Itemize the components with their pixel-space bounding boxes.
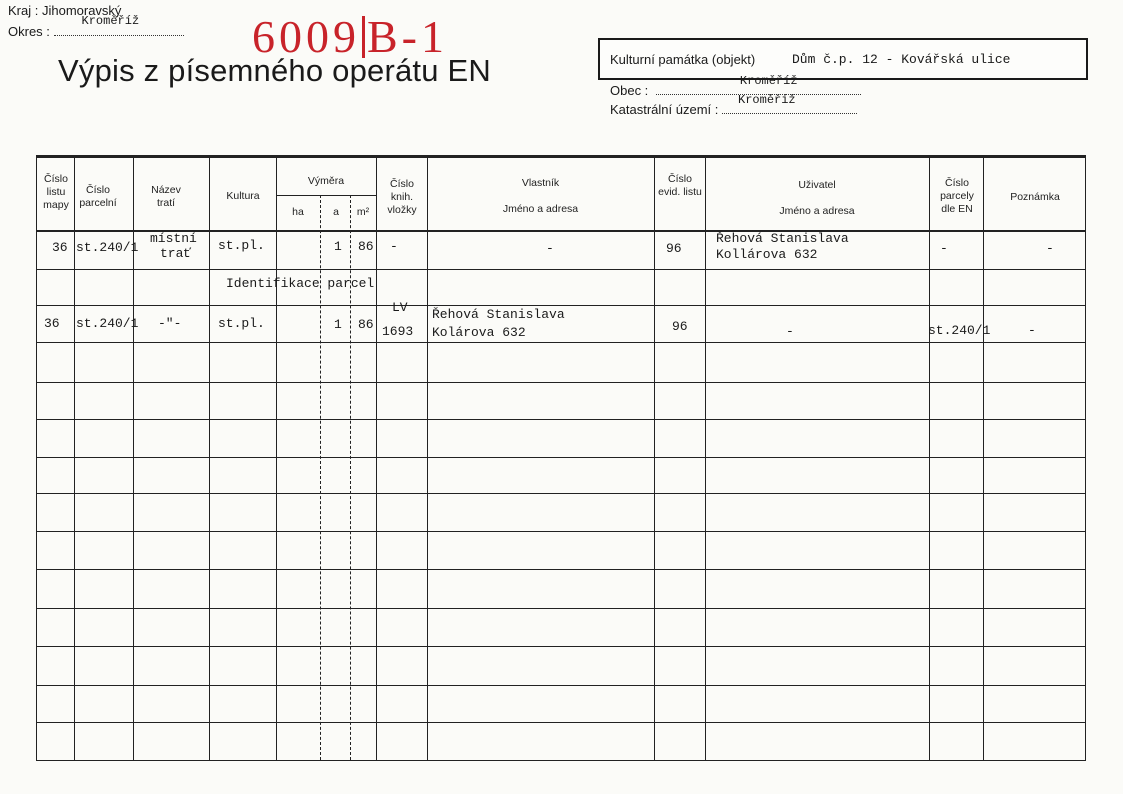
stamp-number: 6009 [252, 11, 360, 62]
row1-trat-line2: trať [160, 246, 192, 261]
row1-knih: - [390, 239, 398, 254]
row2-vlastnik-line1: Řehová Stanislava [432, 307, 565, 322]
uzivatel-subtitle: Jméno a adresa [779, 205, 855, 217]
row2-kultura: st.pl. [218, 316, 265, 331]
okres-value: Kroměříž [81, 14, 140, 28]
col-rule [929, 155, 930, 760]
col-header-vlastnik [427, 177, 654, 216]
col-rule [654, 155, 655, 760]
row2-knih-line1: LV [392, 300, 408, 315]
row2-evid: 96 [672, 319, 688, 334]
ku-value: Kroměříž [738, 93, 796, 107]
col-rule [376, 155, 377, 760]
col-header-evid-listu: Číslo evid. listu [658, 173, 702, 198]
row1-poznamka: - [1046, 241, 1054, 256]
okres-label: Okres : [8, 24, 50, 39]
col-header-poznamka: Poznámka [1010, 191, 1060, 203]
stamp-divider [362, 16, 365, 58]
col-rule [427, 155, 428, 760]
col-rule [74, 155, 75, 760]
obec-value: Kroměříž [739, 74, 798, 88]
page-title: Výpis z písemného operátu EN [58, 53, 491, 88]
vymera-rule [276, 195, 376, 196]
parcel-table [36, 155, 1086, 765]
col-header-nazev-trati: Název tratí [151, 184, 181, 209]
row1-parcela-en: - [940, 241, 948, 256]
col-rule [276, 155, 277, 760]
col-header-vymera: Výměra [307, 175, 345, 187]
col-header-parcela-en: Číslo parcely dle EN [940, 177, 974, 215]
section-label: Identifikace parcel [226, 276, 375, 291]
row2-vlastnik-line2: Kolárova 632 [432, 325, 526, 340]
row1-m2: 86 [358, 239, 374, 254]
row1-parcelni: st.240/1 [76, 240, 139, 255]
col-header-uzivatel [705, 179, 929, 218]
col-header-kultura: Kultura [226, 190, 260, 202]
row2-poznamka: - [1028, 323, 1036, 338]
row1-uzivatel-line2: Kollárova 632 [716, 247, 818, 262]
row2-list-mapy: 36 [44, 316, 60, 331]
obec-line [610, 74, 861, 98]
row1-vlastnik: - [546, 241, 554, 256]
row1-uzivatel-line1: Řehová Stanislava [716, 231, 849, 246]
vlastnik-subtitle: Jméno a adresa [502, 203, 579, 215]
row1-trat-line1: místní [150, 231, 197, 246]
col-rule [209, 155, 210, 760]
col-header-a: a [333, 206, 339, 218]
obec-label: Obec : [610, 83, 649, 98]
ku-line [610, 93, 857, 117]
row2-a: 1 [334, 317, 342, 332]
row1-a: 1 [334, 239, 342, 254]
row2-trat: -"- [158, 316, 182, 331]
row2-knih-line2: 1693 [382, 324, 414, 339]
col-header-m2: m² [356, 206, 370, 218]
kraj-value: Jihomoravský [41, 3, 122, 18]
vlastnik-title: Vlastník [521, 177, 560, 189]
row2-m2: 86 [358, 317, 374, 332]
col-header-ha: ha [292, 206, 304, 218]
okres-line [8, 14, 184, 39]
col-header-parcelni: Číslo parcelní [79, 184, 117, 209]
stamp-suffix: B-1 [367, 11, 448, 62]
col-rule [705, 155, 706, 760]
row2-parcelni: st.240/1 [76, 316, 139, 331]
row2-parcela-en: st.240/1 [928, 323, 991, 338]
col-rule [983, 155, 984, 760]
col-header-list-mapy: Číslo listu mapy [43, 173, 69, 211]
uzivatel-title: Uživatel [798, 179, 836, 191]
object-value: Dům č.p. 12 - Kovářská ulice [792, 52, 1011, 67]
row1-evid: 96 [666, 241, 682, 256]
okres-field [54, 14, 184, 36]
row1-kultura: st.pl. [218, 238, 265, 253]
object-label: Kulturní památka (objekt) [610, 52, 756, 67]
col-header-knih-vlozky: Číslo knih. vložky [387, 178, 417, 216]
row2-uzivatel: - [786, 324, 794, 339]
ku-field [722, 93, 857, 114]
ku-label: Katastrální území : [610, 102, 719, 117]
kraj-label: Kraj : [8, 3, 39, 18]
object-box [598, 38, 1088, 80]
row1-list-mapy: 36 [52, 240, 68, 255]
